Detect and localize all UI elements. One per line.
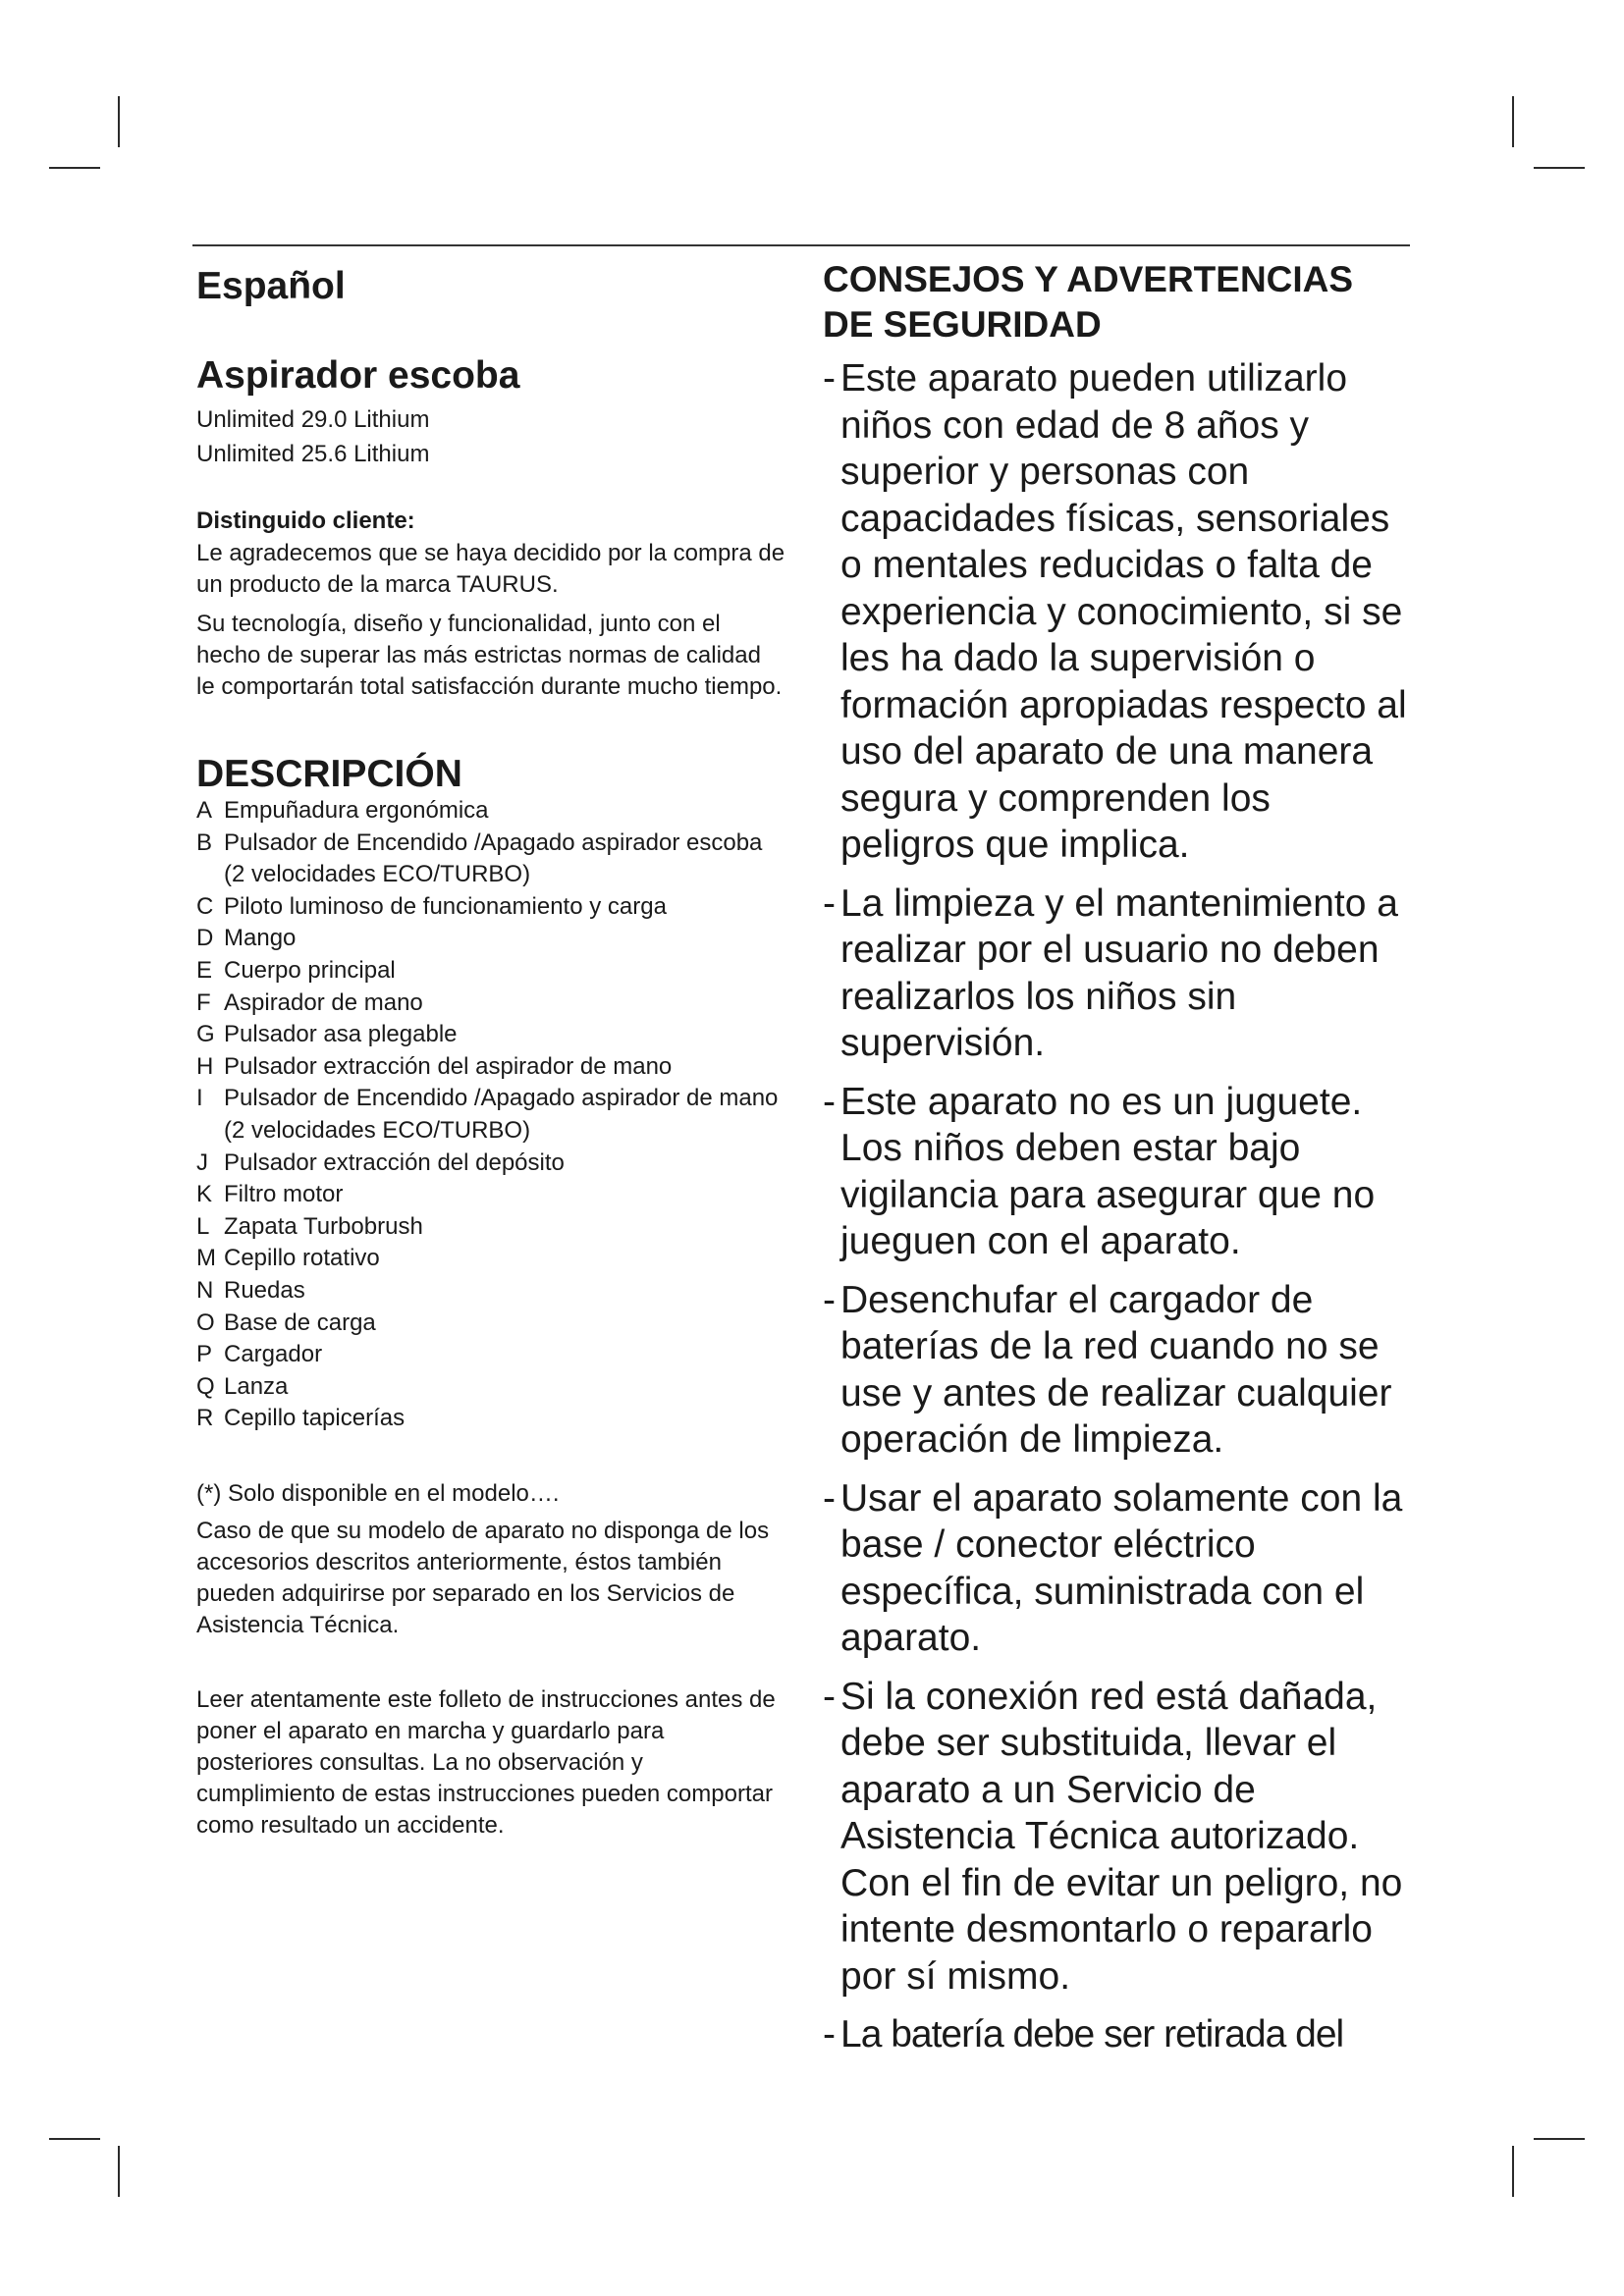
safety-item-text: Si la conexión red está dañada, debe ser substituida, llevar el aparato a un Servicio de Asistencia Técnica autorizado. Con el fin de evitar un peligro, no intente desmontarlo o repararlo por sí mismo. — [840, 1675, 1403, 1998]
part-letter: R — [196, 1405, 214, 1432]
part-text: Lanza — [224, 1372, 289, 1400]
left-column — [196, 257, 785, 1842]
part-item — [196, 1051, 785, 1084]
part-text: Zapata Turbobrush — [224, 1212, 423, 1240]
crop-mark-bottom-right-h — [1534, 2138, 1585, 2140]
crop-mark-bottom-left-v — [118, 2146, 120, 2197]
accessories-note: Caso de que su modelo de aparato no disponga de los accesorios descritos anteriormente, éstos también pueden adquirirse por separado en los Servicios de Asistencia Técnica. — [196, 1517, 770, 1638]
part-letter: M — [196, 1245, 216, 1272]
safety-item-text: La limpieza y el mantenimiento a realizar por el usuario no deben realizarlos los niños sin supervisión. — [840, 881, 1398, 1064]
part-item — [196, 955, 785, 988]
language-heading: Español — [196, 265, 346, 307]
part-item — [196, 1243, 785, 1275]
safety-item — [823, 1079, 1412, 1265]
parts-list — [196, 795, 785, 1435]
part-text: Pulsador extracción del depósito — [224, 1148, 565, 1176]
safety-title — [823, 257, 1412, 347]
part-item — [196, 1308, 785, 1340]
part-text: Base de carga — [224, 1308, 376, 1336]
bullet-dash: - — [823, 357, 836, 400]
part-text: Filtro motor — [224, 1181, 344, 1208]
safety-item — [823, 881, 1412, 1067]
safety-item-text: Este aparato pueden utilizarlo niños con edad de 8 años y superior y personas con capacidades físicas, sensoriales o mentales reducidas o falta de experiencia y conocimiento, si se les ha dado la supervisión o formación apropiadas respecto al uso del aparato de una manera segura y comprenden los peligros que implica. — [840, 357, 1407, 866]
part-letter: Q — [196, 1372, 215, 1400]
bullet-dash: - — [823, 1675, 836, 1718]
bullet-dash: - — [823, 1278, 836, 1321]
safety-title-line: DE SEGURIDAD — [823, 304, 1102, 345]
part-text: Pulsador asa plegable — [224, 1021, 458, 1048]
safety-item-text: Este aparato no es un juguete. Los niños deben estar bajo vigilancia para asegurar que no jueguen con el aparato. — [840, 1080, 1376, 1262]
part-item — [196, 828, 785, 891]
greeting-paragraph: Su tecnología, diseño y funcionalidad, junto con el hecho de superar las más estrictas normas de calidad le comportarán total satisfacción durante mucho tiempo. — [196, 611, 783, 700]
part-item — [196, 1179, 785, 1211]
part-letter: E — [196, 956, 213, 984]
part-item — [196, 1019, 785, 1051]
model-name: Unlimited 29.0 Lithium — [196, 406, 430, 433]
part-text: Pulsador extracción del aspirador de mano — [224, 1052, 673, 1080]
product-title: Aspirador escoba — [196, 354, 520, 397]
part-text: Aspirador de mano — [224, 988, 423, 1016]
part-letter: B — [196, 828, 213, 856]
part-text: Cuerpo principal — [224, 956, 396, 984]
part-item — [196, 1148, 785, 1180]
safety-item-text: La batería debe ser retirada del — [840, 2013, 1344, 2056]
part-text: Empuñadura ergonómica — [224, 797, 489, 824]
greeting-paragraph: Le agradecemos que se haya decidido por la compra de un producto de la marca TAURUS. — [196, 540, 785, 598]
part-text: Pulsador de Encendido /Apagado aspirador escoba (2 velocidades ECO/TURBO) — [224, 828, 763, 888]
safety-list — [823, 355, 1412, 2058]
part-item — [196, 891, 785, 924]
part-item — [196, 795, 785, 828]
part-item — [196, 1371, 785, 1404]
bullet-dash: - — [823, 1080, 836, 1123]
part-letter: D — [196, 925, 214, 952]
safety-item-text: Usar el aparato solamente con la base / conector eléctrico específica, suministrada con el aparato. — [840, 1476, 1403, 1659]
part-letter: L — [196, 1212, 210, 1240]
safety-item — [823, 1674, 1412, 2001]
part-text: Mango — [224, 925, 297, 952]
part-letter: I — [196, 1085, 203, 1112]
right-column — [823, 257, 1412, 2070]
part-text: Cargador — [224, 1341, 323, 1368]
part-letter: O — [196, 1308, 215, 1336]
part-letter: A — [196, 797, 213, 824]
part-item — [196, 1275, 785, 1308]
read-instructions-note: Leer atentamente este folleto de instrucciones antes de poner el aparato en marcha y guardarlo para posteriores consultas. La no observación y cumplimiento de estas instrucciones pueden comportar como resultado un accidente. — [196, 1685, 776, 1839]
part-text: Cepillo rotativo — [224, 1245, 380, 1272]
crop-mark-top-right-h — [1534, 167, 1585, 169]
crop-mark-bottom-right-v — [1512, 2146, 1514, 2197]
part-text: Ruedas — [224, 1276, 305, 1304]
part-letter: K — [196, 1181, 213, 1208]
part-text: Piloto luminoso de funcionamiento y carga — [224, 892, 667, 920]
part-item — [196, 1211, 785, 1244]
part-letter: G — [196, 1021, 215, 1048]
part-letter: J — [196, 1148, 208, 1176]
safety-item — [823, 1475, 1412, 1662]
part-item — [196, 923, 785, 955]
safety-item — [823, 2011, 1412, 2058]
safety-item — [823, 1277, 1412, 1464]
safety-item — [823, 355, 1412, 869]
safety-item-text: Desenchufar el cargador de baterías de la red cuando no se use y antes de realizar cualquier operación de limpieza. — [840, 1278, 1392, 1461]
part-letter: H — [196, 1052, 214, 1080]
part-letter: C — [196, 892, 214, 920]
crop-mark-bottom-left-h — [49, 2138, 100, 2140]
crop-mark-top-right-v — [1512, 96, 1514, 147]
crop-mark-top-left-v — [118, 96, 120, 147]
part-letter: F — [196, 988, 211, 1016]
part-item — [196, 1083, 785, 1147]
model-name: Unlimited 25.6 Lithium — [196, 441, 430, 467]
part-text: Pulsador de Encendido /Apagado aspirador de mano (2 velocidades ECO/TURBO) — [224, 1085, 779, 1144]
part-item — [196, 1403, 785, 1435]
description-title: DESCRIPCIÓN — [196, 753, 462, 795]
bullet-dash: - — [823, 1476, 836, 1520]
part-letter: P — [196, 1341, 213, 1368]
part-letter: N — [196, 1276, 214, 1304]
part-item — [196, 988, 785, 1020]
crop-mark-top-left-h — [49, 167, 100, 169]
header-rule — [192, 244, 1410, 246]
bullet-dash: - — [823, 2013, 835, 2056]
part-text: Cepillo tapicerías — [224, 1405, 406, 1432]
safety-title-line: CONSEJOS Y ADVERTENCIAS — [823, 259, 1354, 299]
availability-note: (*) Solo disponible en el modelo…. — [196, 1479, 560, 1507]
bullet-dash: - — [823, 881, 836, 925]
part-item — [196, 1339, 785, 1371]
greeting-heading: Distinguido cliente: — [196, 507, 415, 534]
